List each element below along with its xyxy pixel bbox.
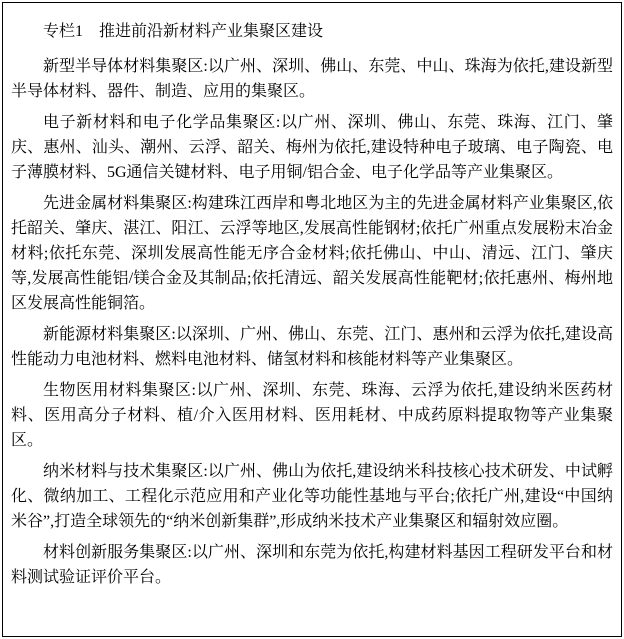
paragraph-nano-materials-cluster: 纳米材料与技术集聚区:以广州、佛山为依托,建设纳米科技核心技术研发、中试孵化、微纳加工、工程化示范应用和产业化等功能性基地与平台;依托广州,建设“中国纳米谷”,打造全球领先的“纳米创新集群”,形成纳米技术产业集聚区和辐射效应圈。 (11, 463, 613, 530)
paragraph-electronic-materials-cluster: 电子新材料和电子化学品集聚区:以广州、深圳、佛山、东莞、珠海、江门、肇庆、惠州、汕头、潮州、云浮、韶关、梅州为依托,建设特种电子玻璃、电子陶瓷、电子薄膜材料、5G通信关键材料、电子用铜/铝合金、电子化学品等产业集聚区。 (11, 114, 613, 181)
paragraph-biomedical-cluster: 生物医用材料集聚区:以广州、深圳、东莞、珠海、云浮为依托,建设纳米医药材料、医用高分子材料、植/介入医用材料、医用耗材、中成药原料提取物等产业集聚区。 (11, 382, 613, 449)
paragraph-advanced-metal-cluster: 先进金属材料集聚区:构建珠江西岸和粤北地区为主的先进金属材料产业集聚区,依托韶关、肇庆、湛江、阳江、云浮等地区,发展高性能钢材;依托广州重点发展粉末冶金材料;依托东莞、深圳发展高性能无序合金材料;依托佛山、中山、清远、江门、肇庆等,发展高性能铝/镁合金及其制品;依托清远、韶关发展高性能靶材;依托惠州、梅州地区发展高性能铜箔。 (11, 195, 613, 312)
panel-title: 专栏1 推进前沿新材料产业集聚区建设 (43, 23, 324, 40)
paragraph-materials-innovation-cluster: 材料创新服务集聚区:以广州、深圳和东莞为依托,构建材料基因工程研发平台和材料测试验证评价平台。 (11, 544, 613, 586)
column-panel (2, 2, 622, 637)
paragraph-semiconductor-cluster: 新型半导体材料集聚区:以广州、深圳、佛山、东莞、中山、珠海为依托,建设新型半导体材料、器件、制造、应用的集聚区。 (11, 58, 613, 100)
paragraph-new-energy-cluster: 新能源材料集聚区:以深圳、广州、佛山、东莞、江门、惠州和云浮为依托,建设高性能动力电池材料、燃料电池材料、储氢材料和核能材料等产业集聚区。 (11, 326, 613, 368)
